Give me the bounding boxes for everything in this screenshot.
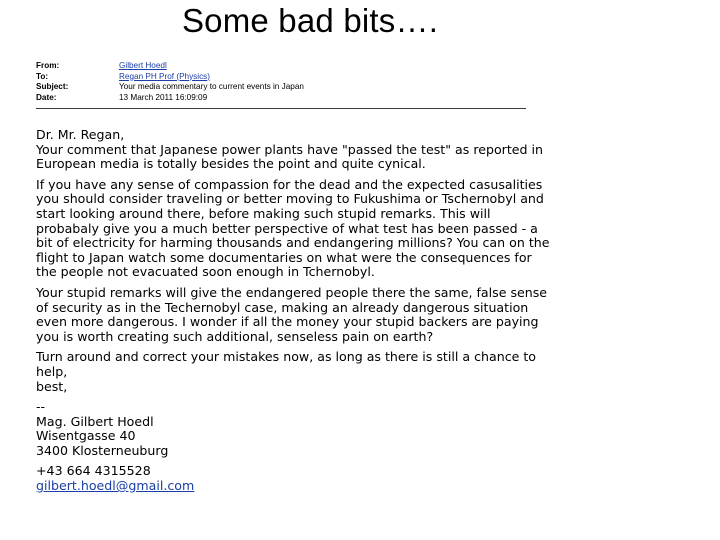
body-line: If you have any sense of compassion for the dead and the expected casusalities bbox=[36, 176, 543, 192]
signature-block bbox=[36, 400, 526, 458]
body-paragraph-2 bbox=[36, 176, 550, 280]
signature-email-link[interactable]: gilbert.hoedl@gmail.com bbox=[36, 478, 195, 494]
body-paragraph-3 bbox=[36, 284, 548, 344]
email-body bbox=[36, 127, 550, 500]
signature-dashes: -- bbox=[36, 399, 46, 415]
signature-street: Wisentgasse 40 bbox=[36, 428, 136, 444]
body-line: you should consider traveling or better moving to Fukushima or Tschernobyl and bbox=[36, 191, 544, 207]
body-line: probabaly give you a much better perspective of what test has been passed - a bbox=[36, 220, 538, 236]
subject-value: Your media commentary to current events in Japan bbox=[119, 82, 304, 91]
body-line: help, bbox=[36, 363, 68, 379]
contact-block bbox=[36, 464, 526, 493]
subject-label: Subject: bbox=[36, 82, 69, 91]
body-line: European media is totally besides the point and quite cynical. bbox=[36, 156, 426, 172]
body-line: the people not evacuated soon enough in Tchernobyl. bbox=[36, 264, 375, 280]
signature-city: 3400 Klosterneuburg bbox=[36, 442, 169, 458]
body-line: Your comment that Japanese power plants have "passed the test" as reported in bbox=[36, 141, 544, 157]
email-header bbox=[36, 61, 526, 109]
date-label: Date: bbox=[36, 92, 57, 102]
signature-name: Mag. Gilbert Hoedl bbox=[36, 413, 154, 429]
subject-row bbox=[36, 82, 526, 93]
body-line: best, bbox=[36, 378, 68, 394]
to-label: To: bbox=[36, 71, 49, 81]
to-row bbox=[36, 72, 526, 83]
body-paragraph-4 bbox=[36, 349, 537, 394]
body-line: flight to Japan watch some documentaries on what were the consequences for bbox=[36, 249, 532, 265]
slide-title: Some bad bits…. bbox=[181, 2, 439, 39]
signature-phone: +43 664 4315528 bbox=[36, 463, 151, 479]
body-line: you is worth creating such additional, senseless pain on earth? bbox=[36, 328, 434, 344]
body-line: Turn around and correct your mistakes now, as long as there is still a chance to bbox=[36, 349, 537, 365]
date-value: 13 March 2011 16:09:09 bbox=[119, 92, 208, 102]
to-link[interactable]: Regan PH Prof (Physics) bbox=[119, 71, 211, 81]
body-line: of security as in the Techernobyl case, making an already dangerous situation bbox=[36, 299, 529, 315]
body-line: Your stupid remarks will give the endangered people there the same, false sense bbox=[36, 284, 548, 300]
date-row bbox=[36, 93, 526, 104]
body-line: Dr. Mr. Regan, bbox=[36, 127, 125, 142]
body-paragraph-1 bbox=[36, 127, 544, 172]
from-row bbox=[36, 61, 526, 72]
body-line: start looking around there, before making such stupid remarks. This will bbox=[36, 205, 491, 221]
body-line: bit of electricity for harming thousands and endangering millions? You can on the bbox=[36, 235, 550, 251]
from-label: From: bbox=[36, 61, 60, 70]
body-line: even more dangerous. I wonder if all the money your stupid backers are paying bbox=[36, 314, 539, 330]
from-link[interactable]: Gilbert Hoedl bbox=[119, 61, 167, 70]
